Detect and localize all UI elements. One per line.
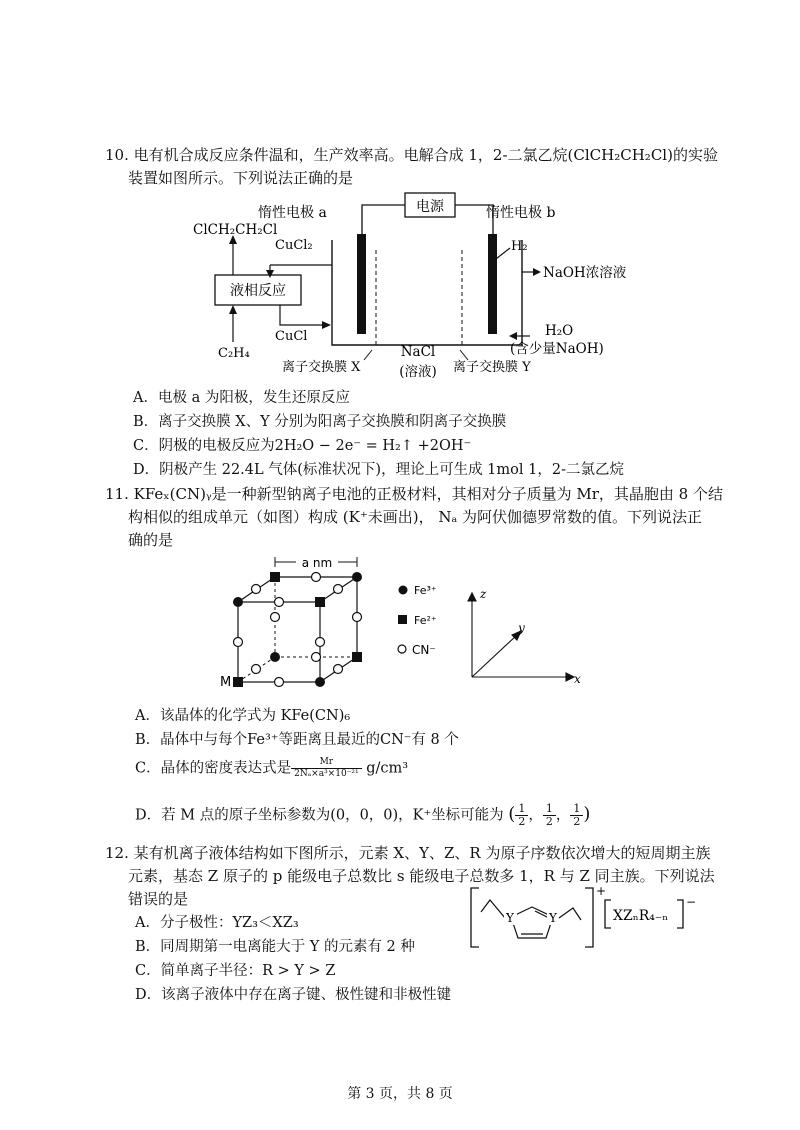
h2-label: H₂	[511, 239, 528, 254]
k-y-den: 2	[545, 815, 553, 828]
cn-ion	[316, 638, 325, 647]
cn-ion	[252, 585, 261, 594]
cn-ion	[234, 638, 243, 647]
naoh-out-label: NaOH浓溶液	[543, 265, 627, 281]
density-numerator: Mr	[291, 757, 362, 769]
q10-stem-line2: 装置如图所示。下列说法正确的是	[128, 169, 354, 187]
fe2-ion	[352, 652, 362, 662]
electrode-b	[488, 234, 497, 334]
q11-density-fraction	[291, 757, 362, 780]
legend-cn-label: CN⁻	[412, 643, 436, 657]
page-footer: 第 3 页，共 8 页	[347, 1086, 453, 1102]
density-unit: g/cm³	[366, 760, 409, 777]
legend-cn-icon	[398, 645, 406, 653]
q10-stem-line1: 10. 电有机合成反应条件温和，生产效率高。电解合成 1，2-二氯乙烷(ClCH₂CH₂Cl)的实验	[105, 146, 718, 164]
k-y-num: 1	[543, 803, 556, 816]
m-label: M	[220, 675, 232, 690]
q12-option-d[interactable]: D．该离子液体中存在离子键、极性键和非极性键	[135, 987, 452, 1003]
h2o-label: H₂O	[545, 323, 574, 339]
axis-z-label: z	[480, 587, 487, 601]
legend-fe2-label: Fe²⁺	[414, 614, 437, 627]
q11-stem-line1: 11. KFeₓ(CN)ᵧ是一种新型钠离子电池的正极材料，其相对分子质量为 Mr，其晶胞由 8 个结	[105, 485, 723, 503]
cn-ion	[334, 665, 343, 674]
q10-electrolysis-diagram	[0, 190, 800, 385]
a-nm-label: a nm	[301, 556, 333, 570]
cation-charge: +	[596, 884, 607, 898]
q11-option-d[interactable]: D．若 M 点的原子坐标参数为(0，0，0)，K⁺坐标可能为 ( $\frac{1}{2}$ ， $\frac{1}{2}$ ， $\frac{1}{2}$ )	[135, 802, 591, 828]
q10-option-b[interactable]: B．离子交换膜 X、Y 分别为阳离子交换膜和阴离子交换膜	[133, 414, 507, 430]
product-label: ClCH₂CH₂Cl	[193, 222, 278, 238]
q10-option-c[interactable]: C．阴极的电极反应为2H₂O − 2e⁻ = H₂↑ +2OH⁻	[133, 438, 472, 454]
cucl-label: CuCl	[275, 329, 308, 344]
cn-ion	[275, 678, 284, 687]
c2h4-label: C₂H₄	[218, 346, 250, 361]
power-label: 电源	[416, 199, 444, 215]
nacl-label: NaCl	[400, 344, 436, 360]
q11-option-d-text: D．若 M 点的原子坐标参数为(0，0，0)，K⁺坐标可能为	[135, 807, 504, 824]
fe3-ion	[270, 652, 280, 662]
fe3-ion	[352, 572, 362, 582]
fe2-ion	[315, 597, 325, 607]
anion-formula: XZₙR₄₋ₙ	[613, 908, 669, 924]
electrode-a-label: 惰性电极 a	[258, 205, 327, 221]
q12-stem-line2: 元素，基态 Z 原子的 p 能级电子总数比 s 能级电子总数多 1，R 与 Z 同主族。下列说法	[128, 867, 715, 885]
naoh-in-label: (含少量NaOH)	[510, 341, 604, 357]
q12-option-b[interactable]: B．同周期第一电离能大于 Y 的元素有 2 种	[135, 939, 415, 955]
q11-stem-line3: 确的是	[128, 531, 174, 549]
q11-crystal-cell-diagram	[0, 552, 800, 697]
solution-label: (溶液)	[399, 364, 437, 380]
q10-option-d[interactable]: D．阴极产生 22.4L 气体(标准状况下)，理论上可生成 1mol 1，2-二氯乙烷	[133, 462, 624, 478]
electrode-b-label: 惰性电极 b	[486, 205, 556, 221]
q12-option-a[interactable]: A．分子极性：YZ₃＜XZ₃	[135, 915, 299, 931]
cn-ion	[312, 653, 321, 662]
q12-stem-line1: 12. 某有机离子液体结构如下图所示，元素 X、Y、Z、R 为原子序数依次增大的短周期主族	[105, 844, 711, 862]
cucl2-label: CuCl₂	[275, 238, 313, 253]
electrode-a	[357, 234, 366, 334]
legend-fe3-icon	[399, 586, 408, 595]
cn-ion	[334, 585, 343, 594]
k-z-num: 1	[570, 803, 583, 816]
membrane-x-label: 离子交换膜 X	[282, 360, 361, 375]
anion-charge: −	[686, 895, 697, 909]
q12-stem-line3: 错误的是	[128, 890, 189, 908]
k-x-den: 2	[518, 815, 526, 828]
fe3-ion	[315, 677, 325, 687]
cn-ion	[271, 613, 280, 622]
legend-fe2-icon	[398, 615, 407, 624]
cn-ion	[275, 598, 284, 607]
fe2-ion	[233, 677, 243, 687]
y-atom-left: Y	[506, 911, 514, 925]
q11-stem-line2: 构相似的组成单元（如图）构成 (K⁺未画出)， Nₐ 为阿伏伽德罗常数的值。下列说法正	[128, 508, 703, 526]
density-denominator: 2Nₐ×a³×10⁻²¹	[294, 769, 359, 779]
legend-fe3-label: Fe³⁺	[414, 584, 437, 597]
membrane-y-label: 离子交换膜 Y	[453, 360, 531, 375]
cn-ion	[312, 573, 321, 582]
q11-option-a[interactable]: A．该晶体的化学式为 KFe(CN)₆	[135, 708, 351, 724]
y-atom-right: Y	[549, 911, 557, 925]
q12-option-c[interactable]: C．简单离子半径：R > Y > Z	[135, 963, 336, 979]
axis-x-label: x	[574, 672, 581, 686]
liquid-reaction-label: 液相反应	[230, 283, 286, 299]
q10-option-a[interactable]: A．电极 a 为阳极，发生还原反应	[133, 390, 350, 406]
fe3-ion	[233, 597, 243, 607]
cn-ion	[353, 613, 362, 622]
k-x-num: 1	[515, 803, 528, 816]
q11-option-b[interactable]: B．晶体中与每个Fe³⁺等距离且最近的CN⁻有 8 个	[135, 732, 459, 748]
q11-option-c-text: C．晶体的密度表达式是	[135, 760, 292, 777]
axis-y-label: y	[518, 621, 525, 635]
cn-ion	[252, 665, 261, 674]
q11-option-c[interactable]	[135, 757, 408, 780]
q12-ionic-liquid-structure	[455, 880, 715, 955]
fe2-ion	[270, 572, 280, 582]
k-z-den: 2	[573, 815, 581, 828]
